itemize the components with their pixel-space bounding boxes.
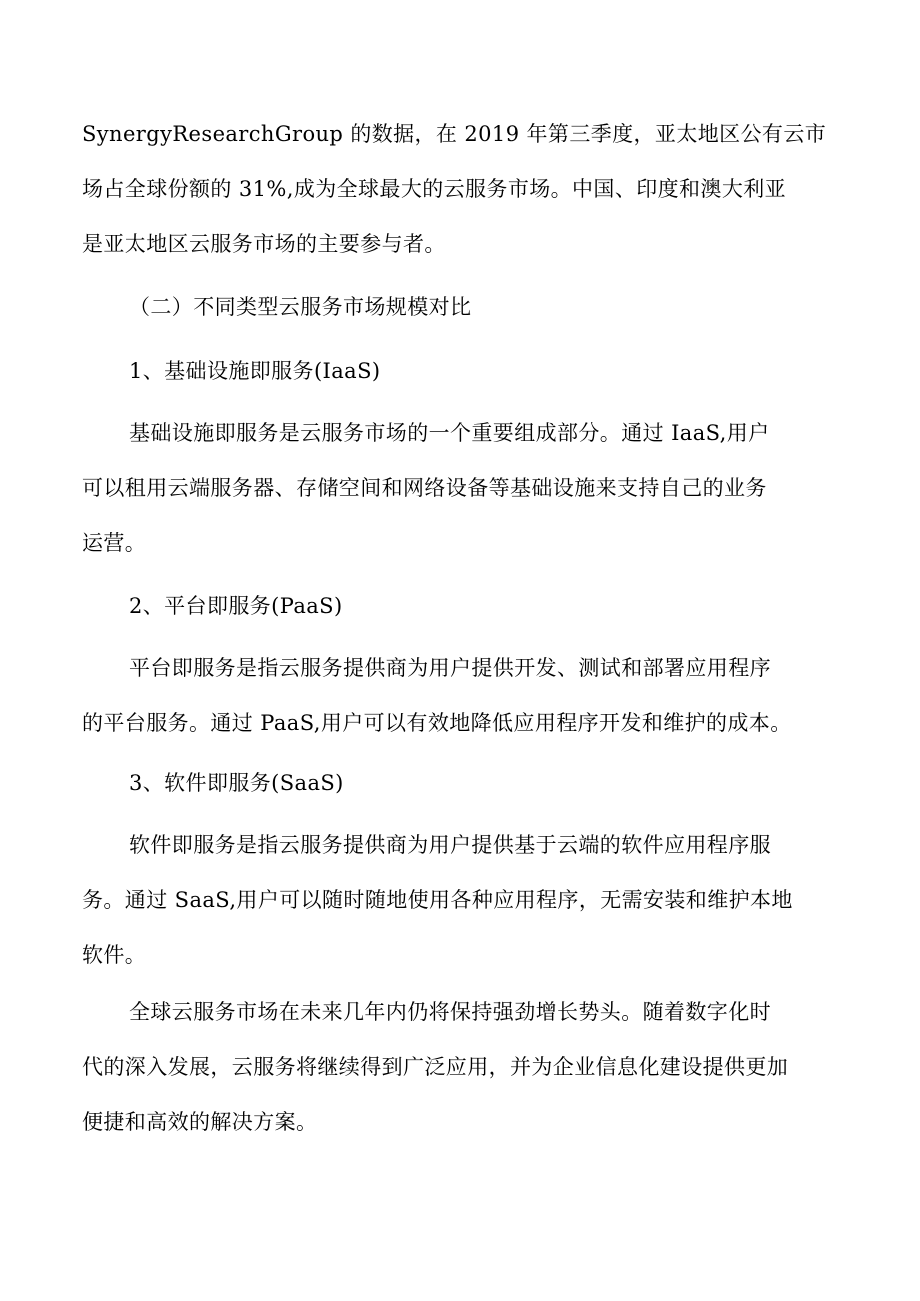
saas-heading: 3、软件即服务(SaaS) — [129, 771, 344, 795]
iaas-line-3: 运营。 — [82, 531, 147, 555]
paas-line-1: 平台即服务是指云服务提供商为用户提供开发、测试和部署应用程序 — [129, 656, 771, 680]
saas-line-3: 软件。 — [82, 943, 147, 967]
intro-line-1: SynergyResearchGroup 的数据，在 2019 年第三季度，亚太地区公有云市 — [82, 122, 827, 146]
paas-heading: 2、平台即服务(PaaS) — [129, 594, 343, 618]
saas-paragraph — [82, 818, 842, 983]
paas-paragraph — [82, 641, 872, 751]
section-heading: （二）不同类型云服务市场规模对比 — [129, 295, 472, 319]
intro-line-3: 是亚太地区云服务市场的主要参与者。 — [82, 232, 446, 256]
outlook-line-2: 代的深入发展，云服务将继续得到广泛应用，并为企业信息化建设提供更加 — [82, 1055, 789, 1079]
outlook-line-3: 便捷和高效的解决方案。 — [82, 1110, 318, 1134]
intro-line-2: 场占全球份额的 31%,成为全球最大的云服务市场。中国、印度和澳大利亚 — [82, 177, 787, 201]
outlook-paragraph — [82, 985, 842, 1150]
iaas-paragraph — [82, 406, 842, 571]
iaas-heading: 1、基础设施即服务(IaaS) — [129, 359, 381, 383]
saas-line-2: 务。通过 SaaS,用户可以随时随地使用各种应用程序，无需安装和维护本地 — [82, 888, 793, 912]
saas-line-1: 软件即服务是指云服务提供商为用户提供基于云端的软件应用程序服 — [129, 833, 771, 857]
iaas-line-1: 基础设施即服务是云服务市场的一个重要组成部分。通过 IaaS,用户 — [129, 421, 770, 445]
iaas-line-2: 可以租用云端服务器、存储空间和网络设备等基础设施来支持自己的业务 — [82, 476, 767, 500]
outlook-line-1: 全球云服务市场在未来几年内仍将保持强劲增长势头。随着数字化时 — [129, 1000, 771, 1024]
intro-paragraph — [82, 107, 842, 272]
paas-line-2: 的平台服务。通过 PaaS,用户可以有效地降低应用程序开发和维护的成本。 — [82, 711, 792, 735]
